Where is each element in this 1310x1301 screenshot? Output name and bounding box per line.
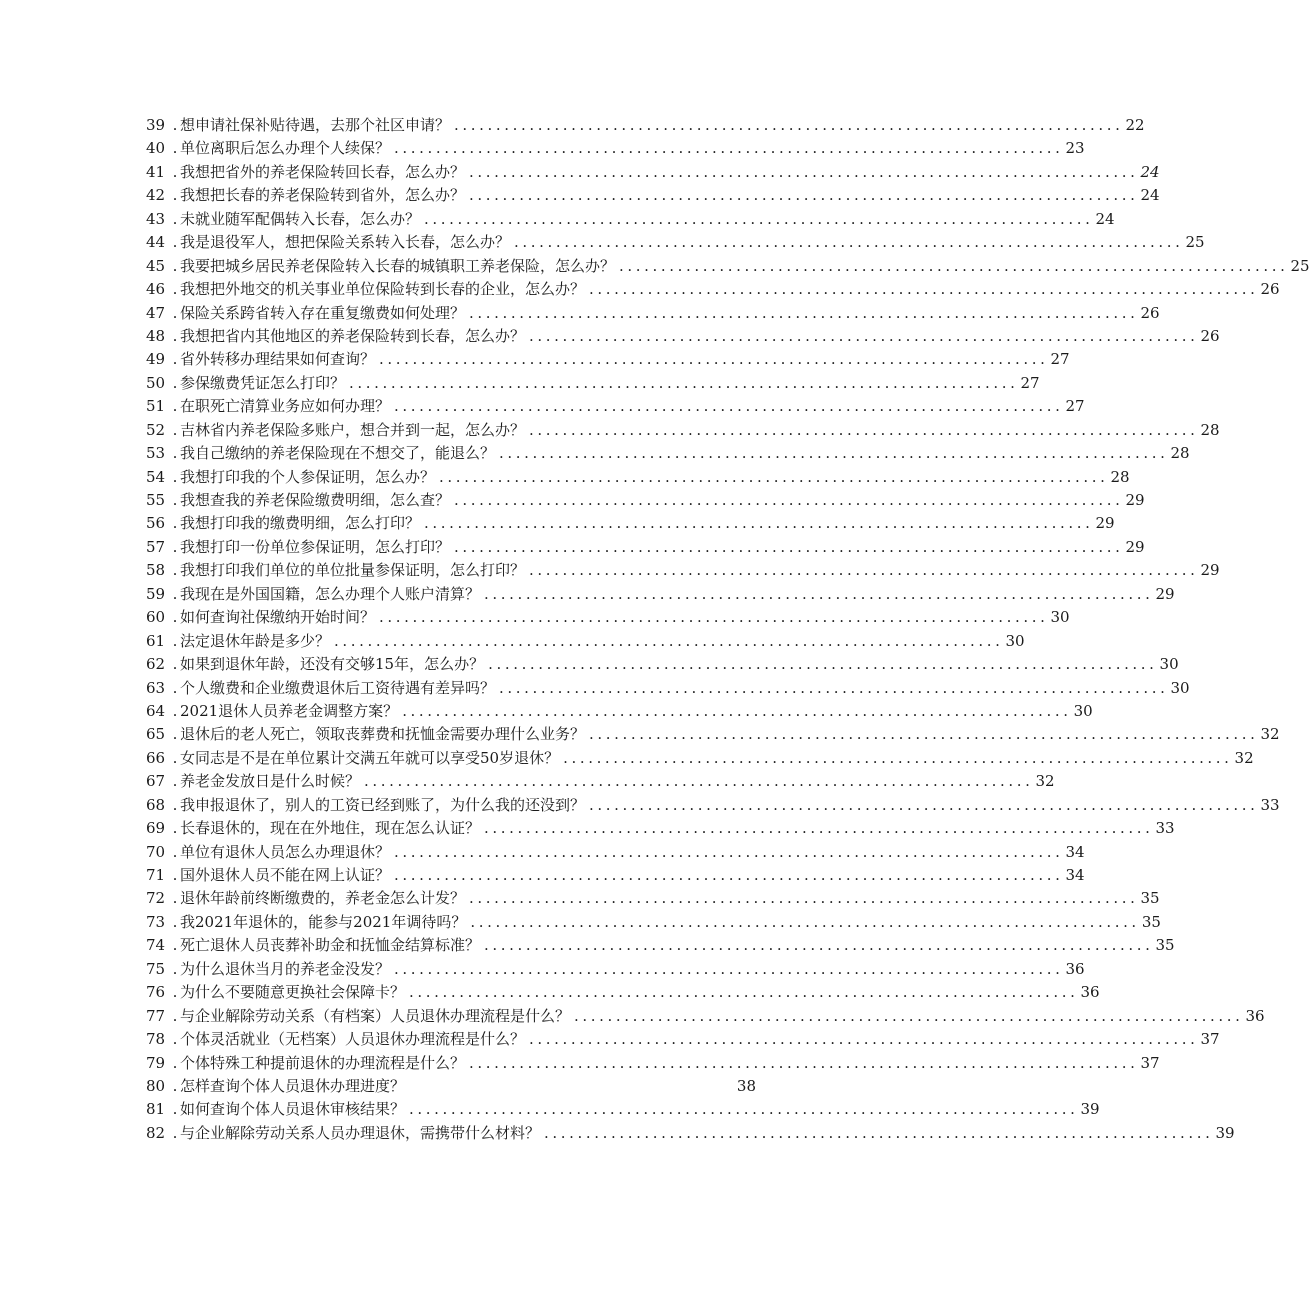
toc-entry-leader: ................................................................................ xyxy=(439,467,1109,486)
toc-entry-title: 退休年龄前终断缴费的，养老金怎么计发？ xyxy=(180,889,466,908)
toc-entry[interactable] xyxy=(146,395,1085,418)
toc-entry-leader: ................................................................................ xyxy=(589,280,1259,299)
toc-entry-separator: . xyxy=(172,256,178,275)
toc-entry-title: 我2021年退休的，能参与2021年调待吗？ xyxy=(180,912,467,931)
toc-entry-number: 50 xyxy=(146,373,166,392)
toc-entry-separator: . xyxy=(172,1100,178,1119)
toc-entry-title: 退休后的老人死亡，领取丧葬费和抚恤金需要办理什么业务？ xyxy=(180,725,586,744)
toc-entry-page-number: 26 xyxy=(1260,280,1280,299)
toc-entry[interactable] xyxy=(146,934,1175,957)
toc-entry-page-number: 29 xyxy=(1125,491,1145,509)
toc-entry-number: 64 xyxy=(146,701,166,720)
toc-entry-separator: . xyxy=(172,584,178,603)
toc-entry-page-number: 30 xyxy=(1050,608,1070,627)
toc-entry-number: 77 xyxy=(146,1006,166,1025)
toc-entry[interactable] xyxy=(146,536,1145,559)
toc-entry-separator: . xyxy=(172,889,178,908)
toc-entry-title: 我现在是外国国籍，怎么办理个人账户清算？ xyxy=(180,584,481,603)
toc-entry-page-number: 29 xyxy=(1095,514,1115,533)
toc-entry-number: 46 xyxy=(146,280,166,299)
toc-entry-separator: . xyxy=(172,280,178,299)
toc-entry-title: 国外退休人员不能在网上认证？ xyxy=(180,866,391,884)
toc-entry[interactable] xyxy=(146,723,1280,746)
toc-entry-number: 63 xyxy=(146,678,166,697)
toc-entry-separator: . xyxy=(172,444,178,463)
toc-entry-leader: ................................................................................ xyxy=(529,561,1199,580)
toc-entry[interactable] xyxy=(146,911,1161,934)
toc-entry[interactable] xyxy=(146,489,1145,512)
toc-entry[interactable] xyxy=(146,302,1160,325)
toc-entry[interactable] xyxy=(146,442,1190,465)
toc-entry-page-number: 22 xyxy=(1125,116,1145,134)
toc-entry-separator: . xyxy=(172,983,178,1002)
toc-entry-separator: . xyxy=(172,350,178,369)
toc-entry[interactable] xyxy=(146,1122,1235,1145)
toc-entry-leader: ................................................................................ xyxy=(589,795,1259,814)
toc-entry[interactable] xyxy=(146,817,1175,840)
toc-entry-leader: ................................................................................ xyxy=(394,866,1064,884)
toc-entry-leader: ................................................................................ xyxy=(469,162,1139,181)
toc-entry-leader: ................................................................................ xyxy=(334,631,1004,650)
toc-entry-leader: ................................................................................ xyxy=(499,678,1169,697)
toc-entry-separator: . xyxy=(172,701,178,720)
toc-entry-number: 44 xyxy=(146,233,166,252)
toc-entry-title: 法定退休年龄是多少？ xyxy=(180,631,331,650)
toc-entry-number: 53 xyxy=(146,444,166,463)
toc-entry-leader: ................................................................................ xyxy=(469,186,1139,205)
toc-entry[interactable] xyxy=(146,700,1093,723)
toc-entry-separator: . xyxy=(172,537,178,556)
toc-entry-separator: . xyxy=(172,795,178,814)
toc-entry-leader: ................................................................................ xyxy=(529,326,1199,345)
toc-entry-page-number: 28 xyxy=(1170,444,1190,463)
toc-entry-number: 81 xyxy=(146,1100,166,1119)
toc-entry-page-number: 39 xyxy=(1215,1123,1235,1142)
toc-entry[interactable] xyxy=(146,583,1175,606)
toc-entry[interactable] xyxy=(146,114,1145,137)
toc-entry[interactable] xyxy=(146,372,1040,395)
toc-entry-separator: . xyxy=(172,608,178,627)
toc-entry-number: 65 xyxy=(146,725,166,744)
toc-entry-separator: . xyxy=(172,514,178,533)
toc-entry-number: 73 xyxy=(146,912,166,931)
toc-entry-page-number: 28 xyxy=(1200,420,1220,439)
toc-entry-leader: ................................................................................ xyxy=(484,584,1154,603)
toc-entry-number: 69 xyxy=(146,819,166,838)
toc-entry-leader: ................................................................................ xyxy=(454,116,1124,134)
toc-entry-number: 82 xyxy=(146,1123,166,1142)
toc-entry-title: 吉林省内养老保险多账户，想合并到一起，怎么办？ xyxy=(180,420,526,439)
toc-entry-leader: ................................................................................ xyxy=(589,725,1259,744)
toc-entry-page-number: 24 xyxy=(1140,186,1160,205)
toc-entry-page-number: 25 xyxy=(1185,233,1205,252)
toc-entry-number: 43 xyxy=(146,209,166,228)
toc-entry-page-number: 28 xyxy=(1110,467,1130,486)
toc-entry-page-number: 36 xyxy=(1065,959,1085,978)
toc-entry-separator: . xyxy=(172,162,178,181)
toc-entry-title: 我想打印我们单位的单位批量参保证明，怎么打印？ xyxy=(180,561,526,580)
toc-entry-number: 62 xyxy=(146,655,166,674)
toc-entry-separator: . xyxy=(172,1123,178,1142)
toc-entry-leader: ................................................................................ xyxy=(469,1053,1139,1072)
toc-entry[interactable] xyxy=(146,559,1220,582)
toc-entry[interactable] xyxy=(146,231,1205,254)
toc-entry-title: 个体灵活就业（无档案）人员退休办理流程是什么？ xyxy=(180,1030,526,1049)
toc-entry-number: 52 xyxy=(146,420,166,439)
toc-entry-title: 如何查询社保缴纳开始时间？ xyxy=(180,608,376,627)
toc-entry-separator: . xyxy=(172,233,178,252)
toc-entry-separator: . xyxy=(172,1006,178,1025)
toc-entry-title: 我自己缴纳的养老保险现在不想交了，能退么？ xyxy=(180,444,496,463)
toc-entry-leader: ................................................................................ xyxy=(454,537,1124,556)
toc-entry-number: 76 xyxy=(146,983,166,1002)
toc-entry-leader: ................................................................................ xyxy=(484,936,1154,955)
toc-entry-page-number: 38 xyxy=(736,1076,756,1095)
toc-entry-separator: . xyxy=(172,397,178,416)
toc-entry-title: 单位有退休人员怎么办理退休？ xyxy=(180,842,391,861)
toc-entry-page-number: 27 xyxy=(1020,373,1040,392)
toc-entry-separator: . xyxy=(172,139,178,158)
toc-entry-number: 48 xyxy=(146,326,166,345)
toc-entry-page-number: 36 xyxy=(1080,983,1100,1002)
toc-entry-leader: ................................................................................ xyxy=(514,233,1184,252)
toc-entry-page-number: 36 xyxy=(1245,1006,1265,1025)
toc-entry-number: 70 xyxy=(146,842,166,861)
toc-entry-separator: . xyxy=(172,420,178,439)
toc-entry-leader: ................................................................................ xyxy=(469,303,1139,322)
toc-entry[interactable] xyxy=(146,1052,1160,1075)
toc-entry[interactable] xyxy=(146,958,1085,981)
toc-entry-page-number: 32 xyxy=(1260,725,1280,744)
toc-entry-page-number: 30 xyxy=(1170,678,1190,697)
toc-entry-page-number: 23 xyxy=(1065,139,1085,158)
toc-entry-separator: . xyxy=(172,959,178,978)
toc-entry-page-number: 34 xyxy=(1065,842,1085,861)
toc-entry-title: 我想把省内其他地区的养老保险转到长春，怎么办？ xyxy=(180,326,526,345)
toc-entry-leader: ................................................................................ xyxy=(409,983,1079,1002)
toc-entry-number: 41 xyxy=(146,162,166,181)
toc-entry-number: 39 xyxy=(146,116,166,134)
toc-entry-page-number: 35 xyxy=(1140,889,1160,908)
toc-entry-page-number: 32 xyxy=(1234,748,1254,767)
toc-entry-leader: ................................................................................ xyxy=(394,842,1064,861)
toc-entry-title: 我想把外地交的机关事业单位保险转到长春的企业，怎么办？ xyxy=(180,280,586,299)
toc-entry-leader: ................................................................................ xyxy=(424,514,1094,533)
toc-entry-separator: . xyxy=(172,725,178,744)
toc-entry-page-number: 37 xyxy=(1200,1030,1220,1049)
toc-entry-number: 55 xyxy=(146,491,166,509)
toc-entry[interactable] xyxy=(146,653,1179,676)
toc-entry[interactable] xyxy=(146,1075,756,1098)
toc-entry-title: 我想打印我的个人参保证明，怎么办？ xyxy=(180,467,436,486)
toc-entry-page-number: 33 xyxy=(1260,795,1280,814)
toc-entry-separator: . xyxy=(172,373,178,392)
toc-entry-page-number: 35 xyxy=(1141,912,1161,931)
toc-entry-leader: ................................................................................ xyxy=(544,1123,1214,1142)
toc-entry-number: 75 xyxy=(146,959,166,978)
toc-entry-number: 57 xyxy=(146,537,166,556)
toc-entry-number: 71 xyxy=(146,866,166,884)
toc-entry[interactable] xyxy=(146,255,1310,278)
toc-entry-number: 72 xyxy=(146,889,166,908)
toc-entry-leader: ................................................................................ xyxy=(379,350,1049,369)
toc-entry-separator: . xyxy=(172,631,178,650)
toc-entry-separator: . xyxy=(172,116,178,134)
toc-entry-separator: . xyxy=(172,655,178,674)
toc-entry-page-number: 37 xyxy=(1140,1053,1160,1072)
toc-entry-number: 68 xyxy=(146,795,166,814)
toc-entry-page-number: 30 xyxy=(1005,631,1025,650)
toc-entry-page-number: 26 xyxy=(1200,326,1220,345)
toc-entry-leader: ................................................................................ xyxy=(574,1006,1244,1025)
toc-entry[interactable] xyxy=(146,841,1085,864)
toc-entry-number: 54 xyxy=(146,467,166,486)
toc-entry-leader: ................................................................................ xyxy=(364,772,1034,791)
toc-entry-number: 40 xyxy=(146,139,166,158)
toc-entry-leader: ................................................................................ xyxy=(488,655,1158,674)
toc-entry[interactable] xyxy=(146,137,1085,160)
toc-entry-title: 我想打印我的缴费明细，怎么打印？ xyxy=(180,514,421,533)
toc-entry-title: 保险关系跨省转入存在重复缴费如何处理？ xyxy=(180,303,466,322)
toc-entry-title: 我要把城乡居民养老保险转入长春的城镇职工养老保险，怎么办？ xyxy=(180,256,616,275)
toc-entry-leader: ................................................................................ xyxy=(529,1030,1199,1049)
table-of-contents xyxy=(146,114,1310,1145)
toc-entry-page-number: 27 xyxy=(1050,350,1070,369)
toc-entry-separator: . xyxy=(172,772,178,791)
toc-entry[interactable] xyxy=(146,325,1220,348)
toc-entry-leader: ................................................................................ xyxy=(454,491,1124,509)
toc-entry-title: 为什么退休当月的养老金没发？ xyxy=(180,959,391,978)
toc-entry[interactable] xyxy=(146,1005,1265,1028)
toc-entry-number: 58 xyxy=(146,561,166,580)
toc-entry-page-number: 34 xyxy=(1065,866,1085,884)
toc-entry-leader: ................................................................................ xyxy=(529,420,1199,439)
toc-entry-separator: . xyxy=(172,936,178,955)
toc-entry[interactable] xyxy=(146,794,1280,817)
toc-entry-title: 省外转移办理结果如何查询？ xyxy=(180,350,376,369)
toc-entry-leader: ................................................................................ xyxy=(470,912,1140,931)
toc-entry-leader: ................................................................................ xyxy=(394,139,1064,158)
toc-entry-number: 67 xyxy=(146,772,166,791)
toc-entry-title: 如何查询个体人员退休审核结果？ xyxy=(180,1100,406,1119)
toc-entry-number: 59 xyxy=(146,584,166,603)
toc-entry-page-number: 39 xyxy=(1080,1100,1100,1119)
toc-entry-title: 2021退休人员养老金调整方案？ xyxy=(180,701,399,720)
toc-entry-page-number: 35 xyxy=(1155,936,1175,955)
toc-entry-leader: ................................................................................ xyxy=(379,608,1049,627)
toc-entry-title: 长春退休的，现在在外地住，现在怎么认证？ xyxy=(180,819,481,838)
toc-entry-leader: ................................................................................ xyxy=(619,256,1289,275)
toc-entry-separator: . xyxy=(172,1076,178,1095)
toc-entry[interactable] xyxy=(146,184,1160,207)
toc-entry-page-number: 30 xyxy=(1159,655,1179,674)
toc-entry-leader: ................................................................................ xyxy=(394,397,1064,416)
toc-entry[interactable] xyxy=(146,770,1055,793)
toc-entry-number: 66 xyxy=(146,748,166,767)
toc-entry-separator: . xyxy=(172,467,178,486)
toc-entry-number: 60 xyxy=(146,608,166,627)
toc-entry-leader: ................................................................................ xyxy=(409,1100,1079,1119)
toc-entry-title: 我申报退休了，别人的工资已经到账了，为什么我的还没到？ xyxy=(180,795,586,814)
toc-entry-page-number: 29 xyxy=(1125,537,1145,556)
toc-entry-number: 78 xyxy=(146,1030,166,1049)
toc-entry-number: 47 xyxy=(146,303,166,322)
toc-entry-separator: . xyxy=(172,186,178,205)
toc-entry[interactable] xyxy=(146,677,1190,700)
toc-entry-title: 与企业解除劳动关系（有档案）人员退休办理流程是什么？ xyxy=(180,1006,571,1025)
toc-entry-title: 我想查我的养老保险缴费明细，怎么查？ xyxy=(180,491,451,509)
toc-entry[interactable] xyxy=(146,1028,1220,1051)
toc-entry-title: 如果到退休年龄，还没有交够15年，怎么办？ xyxy=(180,655,485,674)
toc-entry-page-number: 32 xyxy=(1035,772,1055,791)
toc-entry-separator: . xyxy=(172,842,178,861)
toc-entry-leader: ................................................................................ xyxy=(349,373,1019,392)
toc-entry-number: 56 xyxy=(146,514,166,533)
toc-entry-page-number: 27 xyxy=(1065,397,1085,416)
toc-entry-separator: . xyxy=(172,1030,178,1049)
toc-entry-title: 与企业解除劳动关系人员办理退休，需携带什么材料？ xyxy=(180,1123,541,1142)
toc-entry-separator: . xyxy=(172,303,178,322)
toc-entry-title: 死亡退休人员丧葬补助金和抚恤金结算标准？ xyxy=(180,936,481,955)
toc-entry-number: 74 xyxy=(146,936,166,955)
toc-entry-title: 我想把长春的养老保险转到省外，怎么办？ xyxy=(180,186,466,205)
toc-entry-page-number: 30 xyxy=(1073,701,1093,720)
toc-entry-title: 女同志是不是在单位累计交满五年就可以享受50岁退休？ xyxy=(180,748,560,767)
toc-entry-page-number: 29 xyxy=(1200,561,1220,580)
toc-entry-separator: . xyxy=(172,491,178,509)
toc-entry[interactable] xyxy=(146,419,1220,442)
toc-entry-leader: ................................................................................ xyxy=(424,209,1094,228)
toc-entry-leader: ................................................................................ xyxy=(499,444,1169,463)
toc-entry-page-number: 26 xyxy=(1140,303,1160,322)
toc-entry-leader: ................................................................................ xyxy=(563,748,1233,767)
toc-entry-number: 79 xyxy=(146,1053,166,1072)
toc-entry-page-number: 24 xyxy=(1095,209,1115,228)
toc-entry-title: 个体特殊工种提前退休的办理流程是什么？ xyxy=(180,1053,466,1072)
toc-entry[interactable] xyxy=(146,466,1130,489)
toc-entry[interactable] xyxy=(146,278,1280,301)
toc-entry-title: 单位离职后怎么办理个人续保？ xyxy=(180,139,391,158)
toc-entry-leader: ................................................................................ xyxy=(484,819,1154,838)
toc-entry-number: 45 xyxy=(146,256,166,275)
toc-entry-separator: . xyxy=(172,748,178,767)
toc-entry[interactable] xyxy=(146,606,1070,629)
toc-entry-separator: . xyxy=(172,209,178,228)
toc-entry-title: 想申请社保补贴待遇，去那个社区申请？ xyxy=(180,116,451,134)
toc-entry-number: 49 xyxy=(146,350,166,369)
toc-entry-number: 42 xyxy=(146,186,166,205)
toc-entry-title: 未就业随军配偶转入长春，怎么办？ xyxy=(180,209,421,228)
toc-entry[interactable] xyxy=(146,630,1025,653)
toc-entry-number: 51 xyxy=(146,397,166,416)
toc-entry[interactable] xyxy=(146,1098,1100,1121)
toc-entry[interactable] xyxy=(146,512,1115,535)
toc-entry-separator: . xyxy=(172,1053,178,1072)
toc-entry-title: 参保缴费凭证怎么打印？ xyxy=(180,373,346,392)
toc-entry-page-number: 33 xyxy=(1155,819,1175,838)
toc-entry-title: 为什么不要随意更换社会保障卡？ xyxy=(180,983,406,1002)
toc-entry-page-number: 24 xyxy=(1140,162,1160,181)
toc-entry-title: 在职死亡清算业务应如何办理？ xyxy=(180,397,391,416)
toc-entry-separator: . xyxy=(172,819,178,838)
toc-entry-separator: . xyxy=(172,561,178,580)
toc-entry-leader: ................................................................................ xyxy=(394,959,1064,978)
toc-entry-title: 个人缴费和企业缴费退休后工资待遇有差异吗？ xyxy=(180,678,496,697)
toc-entry[interactable] xyxy=(146,348,1070,371)
toc-entry-separator: . xyxy=(172,326,178,345)
toc-entry-page-number: 29 xyxy=(1155,584,1175,603)
toc-entry-number: 80 xyxy=(146,1076,166,1095)
toc-entry[interactable] xyxy=(146,208,1115,231)
toc-entry-separator: . xyxy=(172,912,178,931)
toc-entry-number: 61 xyxy=(146,631,166,650)
toc-entry-page-number: 25 xyxy=(1290,256,1310,275)
toc-entry[interactable] xyxy=(146,747,1254,770)
toc-entry-separator: . xyxy=(172,866,178,884)
toc-entry-leader: ................................................................................ xyxy=(402,701,1072,720)
toc-entry-leader: ................................................................................ xyxy=(469,889,1139,908)
toc-entry-title: 养老金发放日是什么时候？ xyxy=(180,772,361,791)
toc-entry[interactable] xyxy=(146,864,1085,887)
toc-entry-title: 怎样查询个体人员退休办理进度？ xyxy=(180,1076,406,1095)
toc-entry[interactable] xyxy=(146,887,1160,910)
toc-entry-title: 我想把省外的养老保险转回长春，怎么办？ xyxy=(180,162,466,181)
toc-entry[interactable] xyxy=(146,981,1100,1004)
toc-entry-title: 我想打印一份单位参保证明，怎么打印？ xyxy=(180,537,451,556)
toc-entry-separator: . xyxy=(172,678,178,697)
toc-entry[interactable] xyxy=(146,161,1160,184)
toc-entry-title: 我是退役军人，想把保险关系转入长春，怎么办？ xyxy=(180,233,511,252)
